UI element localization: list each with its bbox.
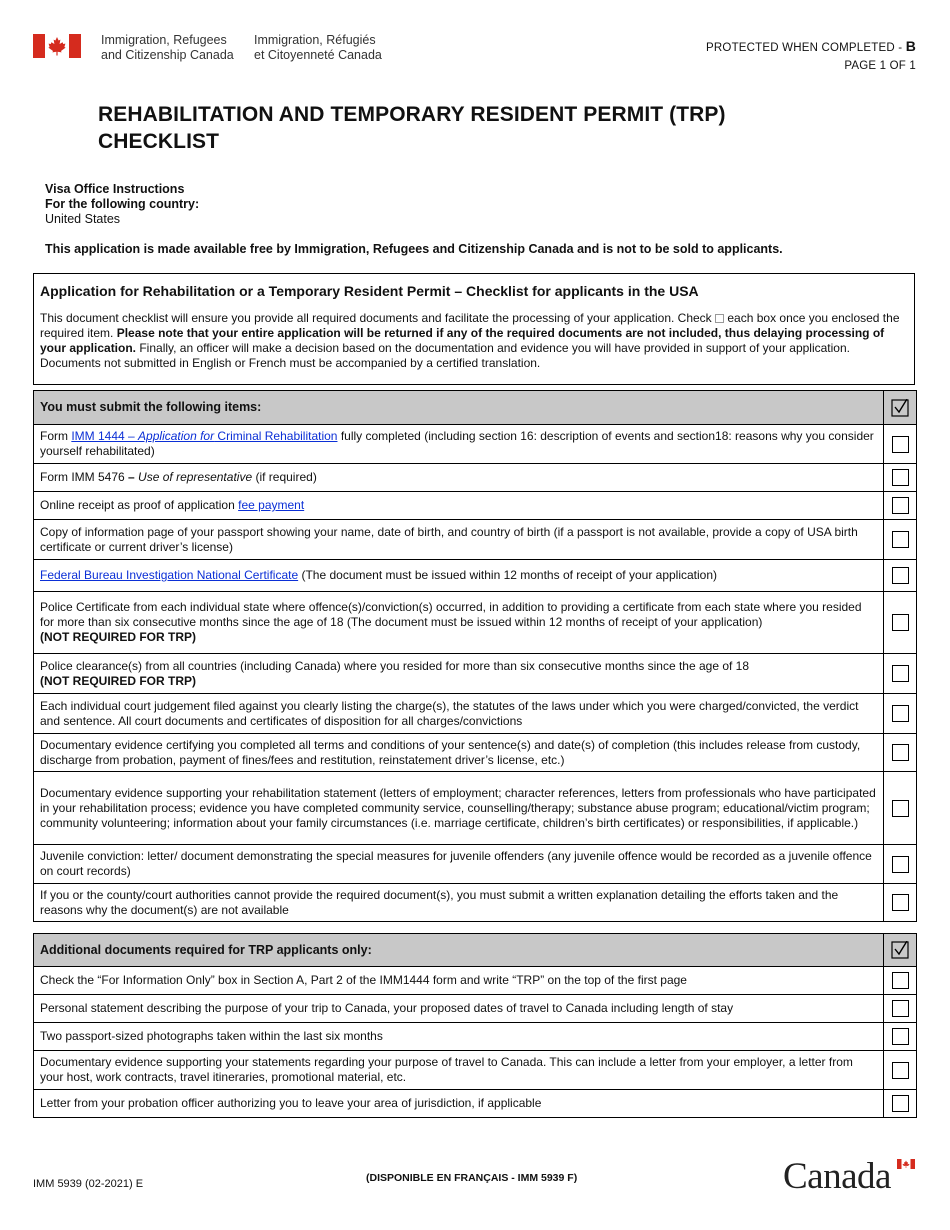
checklist-item-text: Form IMM 5476 – Use of representative (if required)	[34, 464, 884, 492]
checklist-item-text: Documentary evidence certifying you completed all terms and conditions of your sentence(s) and date(s) of completion (this includes release from custody, discharge from probation, payment of fines/fees and restitution, reinstatement driver’s license, etc.)	[34, 734, 884, 772]
checklist-row	[34, 772, 917, 845]
checklist-item-text: Personal statement describing the purpose of your trip to Canada, your proposed dates of travel to Canada including length of stay	[34, 995, 884, 1023]
item-checkbox[interactable]	[892, 567, 909, 584]
checklist-row	[34, 654, 917, 694]
item-checkbox[interactable]	[892, 800, 909, 817]
canada-wordmark: Canada	[783, 1156, 891, 1197]
trp-items-table	[33, 933, 917, 1118]
checklist-row	[34, 520, 917, 560]
checklist-row	[34, 884, 917, 922]
department-name-en: Immigration, Refugees and Citizenship Canada	[101, 33, 234, 62]
checklist-item-text: If you or the county/court authorities cannot provide the required document(s), you must submit a written explanation detailing the efforts taken and the reasons why the document(s) are not available	[34, 884, 884, 922]
table-header-row	[34, 391, 917, 425]
page-number: PAGE 1 OF 1	[844, 60, 916, 72]
checklist-row	[34, 1051, 917, 1090]
checklist-item-text: Police clearance(s) from all countries (including Canada) where you resided for more than six consecutive months since the age of 18 (NOT REQUIRED FOR TRP)	[34, 654, 884, 694]
department-name-fr: Immigration, Réfugiés et Citoyenneté Canada	[254, 33, 382, 62]
checklist-row	[34, 464, 917, 492]
item-checkbox[interactable]	[892, 665, 909, 682]
checklist-item-text: Federal Bureau Investigation National Certificate (The document must be issued within 12 months of receipt of your application)	[34, 560, 884, 592]
checklist-item-text: Police Certificate from each individual state where offence(s)/conviction(s) occurred, in addition to providing a certificate from each state where you resided for more than six consecutive months since the age of 18 (The document must be issued within 12 months of receipt of your application) (NOT REQUIRED FOR TRP)	[34, 592, 884, 654]
item-checkbox[interactable]	[892, 436, 909, 453]
form-id: IMM 5939 (02-2021) E	[33, 1178, 144, 1190]
french-version-notice: (DISPONIBLE EN FRANÇAIS - IMM 5939 F)	[366, 1172, 578, 1184]
checklist-row	[34, 560, 917, 592]
intro-heading: Application for Rehabilitation or a Temporary Resident Permit – Checklist for applicants in the USA	[40, 283, 699, 299]
checklist-item-text: Juvenile conviction: letter/ document demonstrating the special measures for juvenile offenders (any juvenile offence would be recorded as a juvenile offence on court records)	[34, 845, 884, 884]
checklist-item-text: Documentary evidence supporting your rehabilitation statement (letters of employment; character references, letters from professionals who have participated in your rehabilitation process; evidence you have completed community service, counselling/therapy; substance abuse program; educational/victim program; community volunteering; information about your family circumstances (i.e. marriage certificate, children’s birth certificates) or responsibilities, if applicable.)	[34, 772, 884, 845]
checklist-item-text: Letter from your probation officer authorizing you to leave your area of jurisdiction, if applicable	[34, 1090, 884, 1118]
fbi-certificate-link[interactable]: Federal Bureau Investigation National Certificate	[40, 568, 299, 582]
item-checkbox[interactable]	[892, 856, 909, 873]
item-checkbox[interactable]	[892, 469, 909, 486]
checklist-row	[34, 845, 917, 884]
checklist-item-text: Online receipt as proof of application fee payment	[34, 492, 884, 520]
item-checkbox[interactable]	[892, 531, 909, 548]
checklist-item-text: Check the “For Information Only” box in Section A, Part 2 of the IMM1444 form and write “TRP” on the top of the first page	[34, 967, 884, 995]
checklist-row	[34, 425, 917, 464]
imm1444-link[interactable]: IMM 1444 – Application for Criminal Rehabilitation	[71, 429, 338, 443]
item-checkbox[interactable]	[892, 1062, 909, 1079]
section-heading: Additional documents required for TRP applicants only:	[34, 934, 884, 967]
canada-flag-icon	[33, 34, 81, 58]
item-checkbox[interactable]	[892, 705, 909, 722]
item-checkbox[interactable]	[892, 1000, 909, 1017]
visa-office-instructions: Visa Office Instructions For the following country: United States	[45, 182, 200, 226]
checklist-row	[34, 694, 917, 734]
item-checkbox[interactable]	[892, 744, 909, 761]
protected-label: PROTECTED WHEN COMPLETED - B	[706, 38, 916, 54]
free-notice: This application is made available free by Immigration, Refugees and Citizenship Canada and is not to be sold to applicants.	[45, 242, 783, 256]
required-items-table	[33, 390, 917, 922]
checklist-row	[34, 995, 917, 1023]
fee-payment-link[interactable]: fee payment	[238, 498, 305, 512]
checklist-item-text: Documentary evidence supporting your statements regarding your purpose of travel to Canada. This can include a letter from your employer, a letter from your host, work contracts, travel itineraries, promotional material, etc.	[34, 1051, 884, 1090]
table-header-row	[34, 934, 917, 967]
checkbox-icon	[715, 314, 724, 323]
section-heading: You must submit the following items:	[34, 391, 884, 425]
intro-box	[33, 273, 915, 385]
item-checkbox[interactable]	[892, 894, 909, 911]
checklist-row	[34, 1090, 917, 1118]
checklist-row	[34, 492, 917, 520]
checklist-row	[34, 967, 917, 995]
item-checkbox[interactable]	[892, 1028, 909, 1045]
wordmark-flag-icon	[897, 1159, 915, 1169]
intro-text: This document checklist will ensure you provide all required documents and facilitate the processing of your application. Check each box once you enclosed the required item. Please note that your entire application will be returned if any of the required documents are not included, thus delaying processing of your application. Finally, an officer will make a decision based on the documentation and evidence you will have provided in support of your application. Documents not submitted in English or French must be accompanied by a certified translation.	[40, 311, 900, 370]
country-value: United States	[45, 212, 121, 226]
checklist-item-text: Copy of information page of your passport showing your name, date of birth, and country of birth (if a passport is not available, provide a copy of USA birth certificate or current driver’s license)	[34, 520, 884, 560]
item-checkbox[interactable]	[892, 972, 909, 989]
checklist-item-text: Each individual court judgement filed against you clearly listing the charge(s), the statutes of the laws under which you were charged/convicted, the verdict and sentence. All court documents and certificates of disposition for all charges/convictions	[34, 694, 884, 734]
item-checkbox[interactable]	[892, 614, 909, 631]
checked-box-icon	[891, 941, 909, 959]
checklist-row	[34, 734, 917, 772]
checklist-row	[34, 1023, 917, 1051]
checklist-item-text: Form IMM 1444 – Application for Criminal Rehabilitation fully completed (including section 16: description of events and section18: reasons why you consider yourself rehabilitated)	[34, 425, 884, 464]
item-checkbox[interactable]	[892, 497, 909, 514]
checklist-item-text: Two passport-sized photographs taken within the last six months	[34, 1023, 884, 1051]
checklist-row	[34, 592, 917, 654]
checked-box-icon	[891, 399, 909, 417]
item-checkbox[interactable]	[892, 1095, 909, 1112]
page-title: REHABILITATION AND TEMPORARY RESIDENT PERMIT (TRP) CHECKLIST	[98, 103, 726, 153]
